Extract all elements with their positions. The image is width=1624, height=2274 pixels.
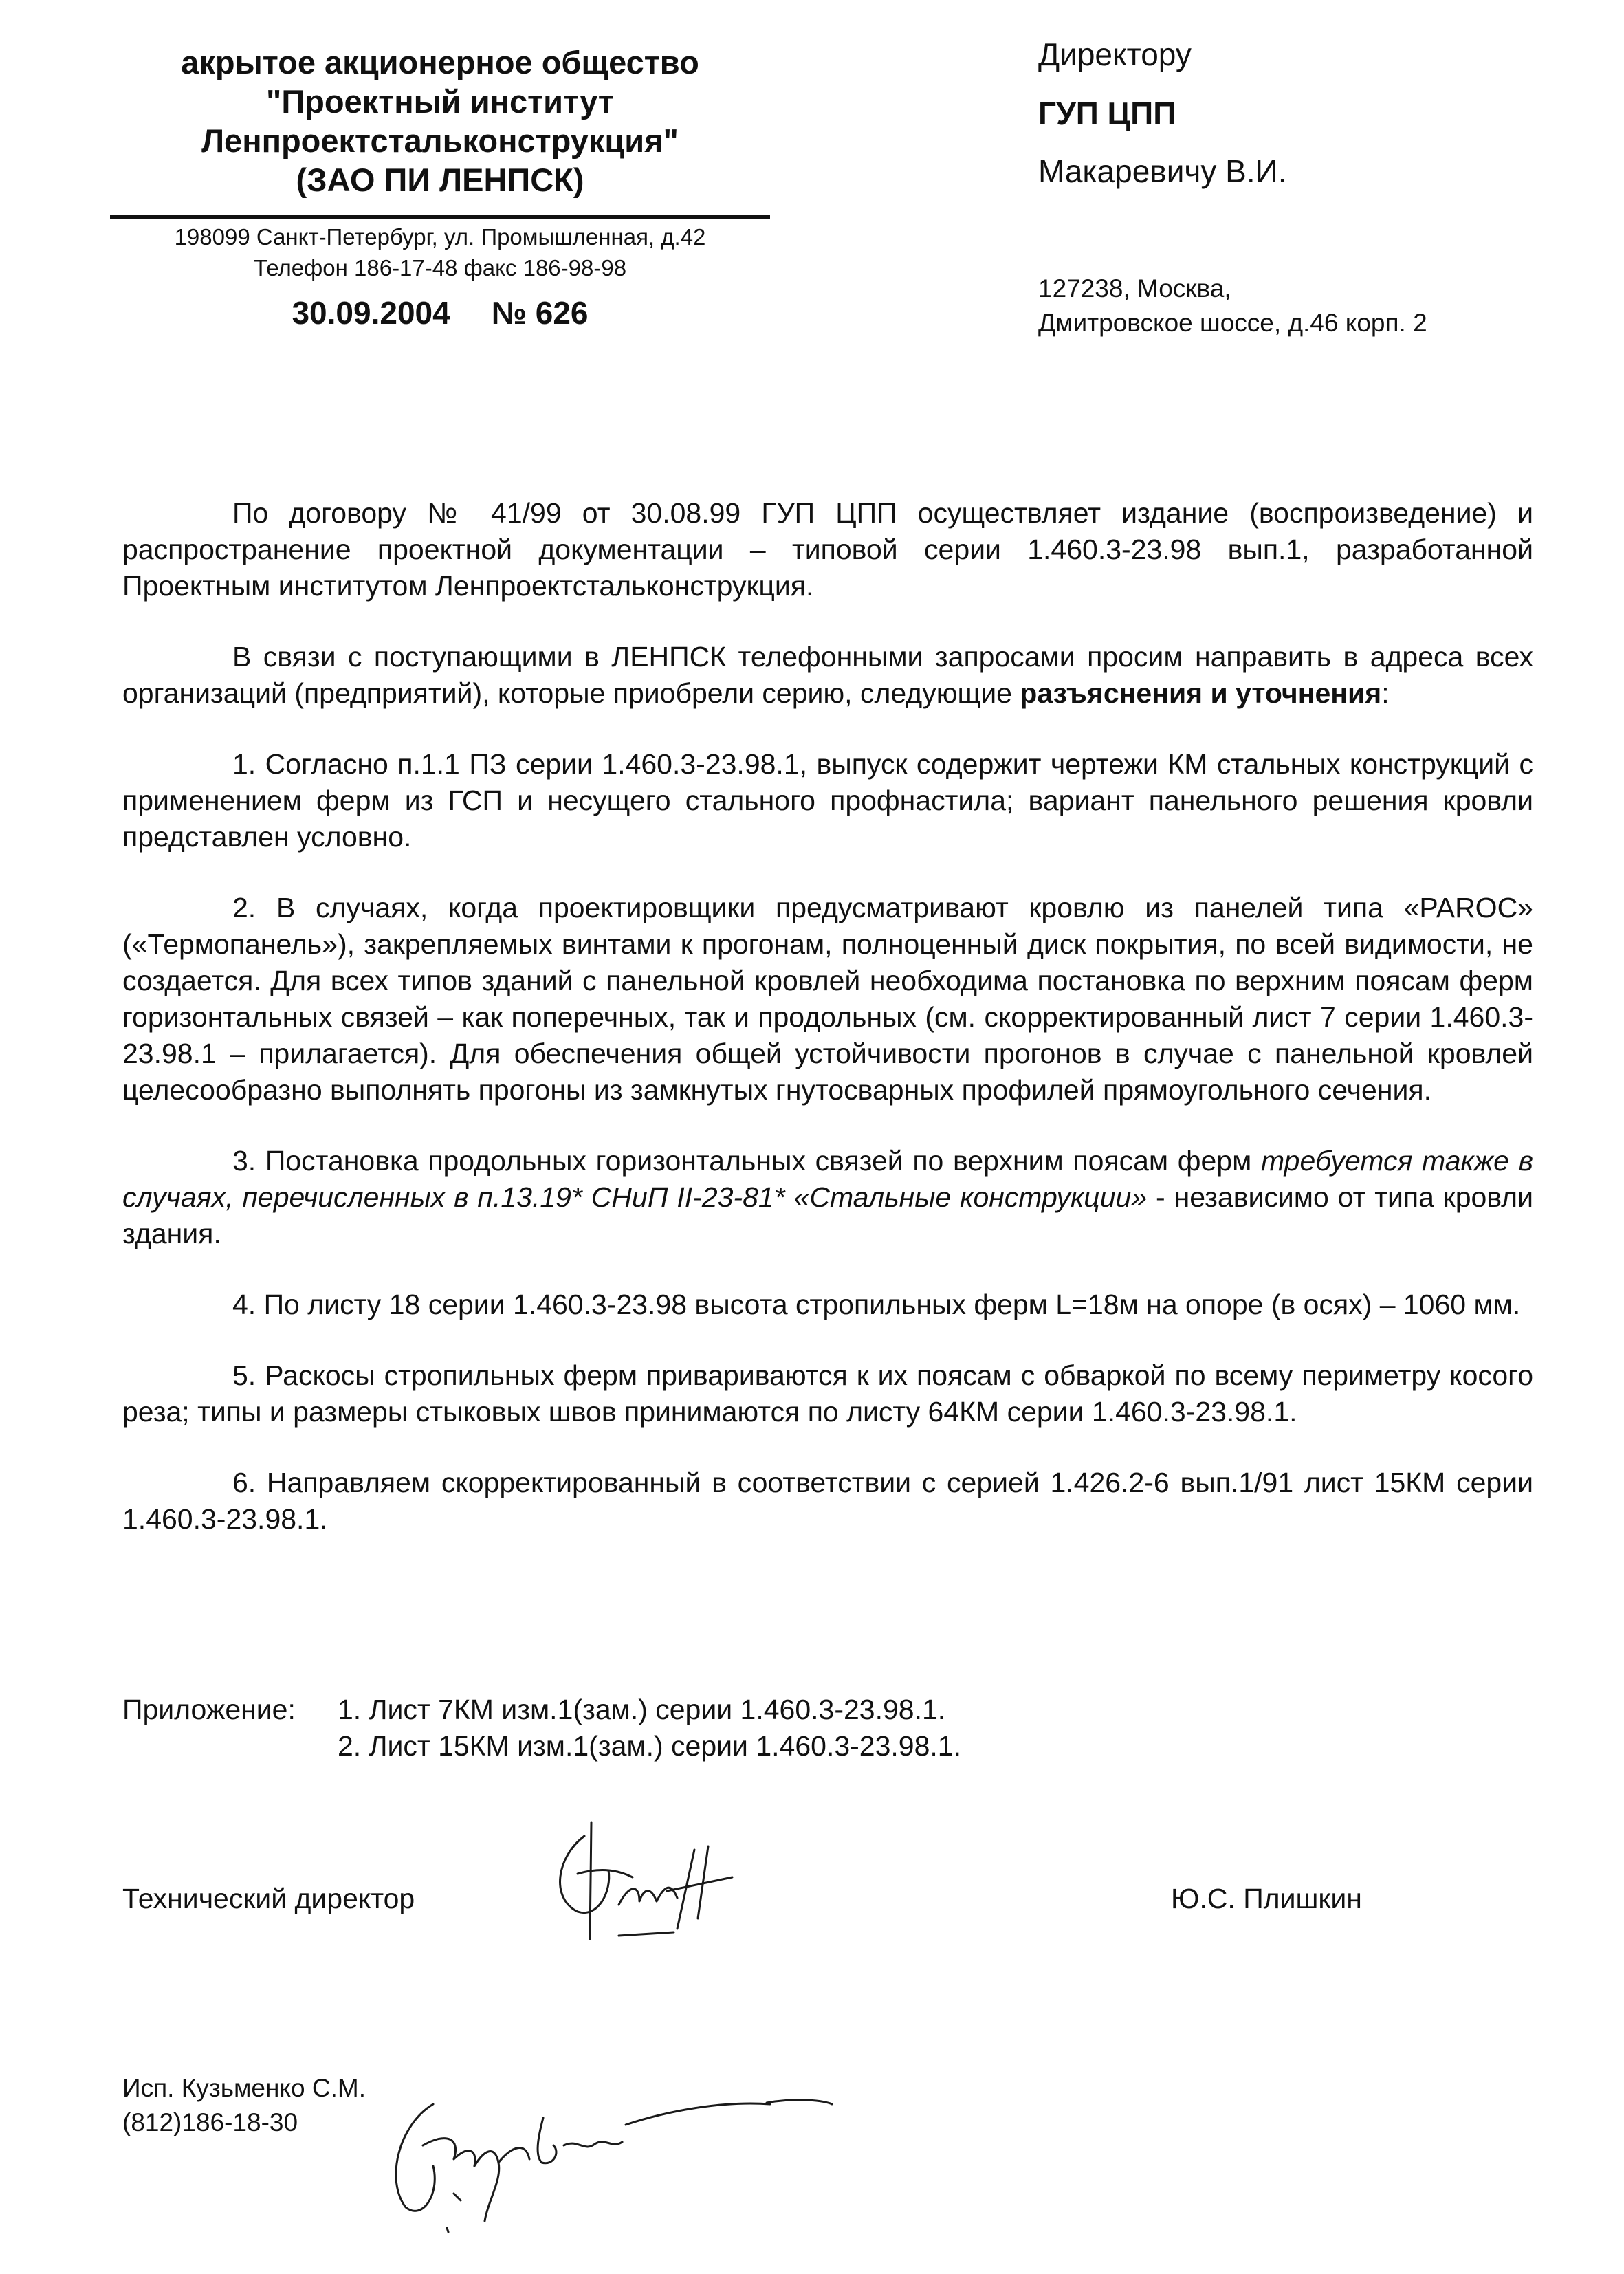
signatory-title: Технический директор [122, 1883, 415, 1914]
executor-phone: (812)186-18-30 [122, 2108, 298, 2136]
letter-body [122, 495, 1533, 1572]
sender-org-line-3: Ленпроектстальконструкция" [201, 122, 679, 159]
sender-address [110, 221, 770, 283]
recipient-name: Макаревичу В.И. [1038, 153, 1287, 189]
attachment-item-2: 2. Лист 15КМ изм.1(зам.) серии 1.460.3-23.98.1. [338, 1730, 961, 1762]
item-4: 4. По листу 18 серии 1.460.3-23.98 высота стропильных ферм L=18м на опоре (в осях) – 1060 мм. [232, 1289, 1521, 1320]
recipient-title: Директору [1038, 36, 1192, 72]
sender-phone-fax: Телефон 186-17-48 факс 186-98-98 [253, 255, 627, 281]
paragraph-request-text: В связи с поступающими в ЛЕНПСК телефонными запросами просим направить в адреса всех организаций (предприятий), которые приобрели серию, следующие [122, 641, 1533, 709]
sender-block [110, 43, 770, 219]
document-number: № 626 [491, 295, 589, 331]
paragraph-contract: По договору № 41/99 от 30.08.99 ГУП ЦПП осуществляет издание (воспроизведение) и распространение проектной документации – типовой серии 1.460.3-23.98 вып.1, разработанной Проектным институтом Ленпроектстальконструкция. [122, 497, 1533, 602]
executor-block [122, 2071, 366, 2140]
item-2: 2. В случаях, когда проектировщики предусматривают кровлю из панелей типа «PAROC» («Термопанель»), закрепляемых винтами к прогонам, полноценный диск покрытия, по всей видимости, не создается. Для всех типов зданий с панельной кровлей необходима постановка по верхним поясам ферм горизонтальных связей – как поперечных, так и продольных (см. скорректированный лист 7 серии 1.460.3-23.98.1 – прилагается). Для обеспечения общей устойчивости прогонов в случае с панельной кровлей целесообразно выполнять прогоны из замкнутых гнутосварных профилей прямоугольного сечения. [122, 892, 1533, 1106]
header-divider [110, 215, 770, 219]
attachment-item-1: 1. Лист 7КМ изм.1(зам.) серии 1.460.3-23.98.1. [338, 1694, 946, 1725]
item-1: 1. Согласно п.1.1 ПЗ серии 1.460.3-23.98.1, выпуск содержит чертежи КМ стальных конструкций с применением ферм из ГСП и несущего стального профнастила; вариант панельного решения кровли представлен условно. [122, 748, 1533, 853]
recipient-org: ГУП ЦПП [1038, 96, 1176, 131]
attachments [122, 1692, 1533, 1764]
document-date: 30.09.2004 [292, 295, 450, 331]
recipient-address-line-2: Дмитровское шоссе, д.46 корп. 2 [1038, 309, 1427, 337]
executor-signature [358, 2063, 839, 2255]
recipient-address-line-1: 127238, Москва, [1038, 274, 1231, 303]
item-5: 5. Раскосы стропильных ферм привариваются к их поясам с обваркой по всему периметру косого реза; типы и размеры стыковых швов принимаются по листу 64КМ серии 1.460.3-23.98.1. [122, 1359, 1533, 1428]
item-3-start: 3. Постановка продольных горизонтальных связей по верхним поясам ферм [232, 1145, 1261, 1177]
paragraph-request-emphasis: разъяснения и уточнения [1020, 677, 1382, 709]
item-3-italic: требуется также в случаях, перечисленных в п.13.19* СНиП II-23-81* «Стальные конструкции» [122, 1145, 1533, 1213]
recipient-block [1038, 38, 1588, 188]
item-3 [122, 1143, 1533, 1252]
paragraph-request-colon: : [1381, 677, 1390, 709]
paragraph-request [122, 639, 1533, 712]
document-date-number [110, 294, 770, 331]
sender-org-line-1: акрытое акционерное общество [181, 44, 699, 80]
executor-name: Исп. Кузьменко С.М. [122, 2074, 366, 2102]
recipient-address [1038, 272, 1588, 340]
attachments-label: Приложение: [122, 1694, 296, 1725]
item-3-end: - независимо от типа кровли здания. [122, 1181, 1533, 1249]
item-6: 6. Направляем скорректированный в соответствии с серией 1.426.2-6 вып.1/91 лист 15КМ серии 1.460.3-23.98.1. [122, 1467, 1533, 1535]
signatory-name: Ю.С. Плишкин [1171, 1883, 1362, 1914]
sender-address-line-1: 198099 Санкт-Петербург, ул. Промышленная, д.42 [174, 224, 706, 250]
sender-org-line-4: (ЗАО ПИ ЛЕНПСК) [296, 162, 584, 198]
director-signature [536, 1808, 743, 1946]
sender-org-line-2: "Проектный институт [266, 83, 614, 120]
